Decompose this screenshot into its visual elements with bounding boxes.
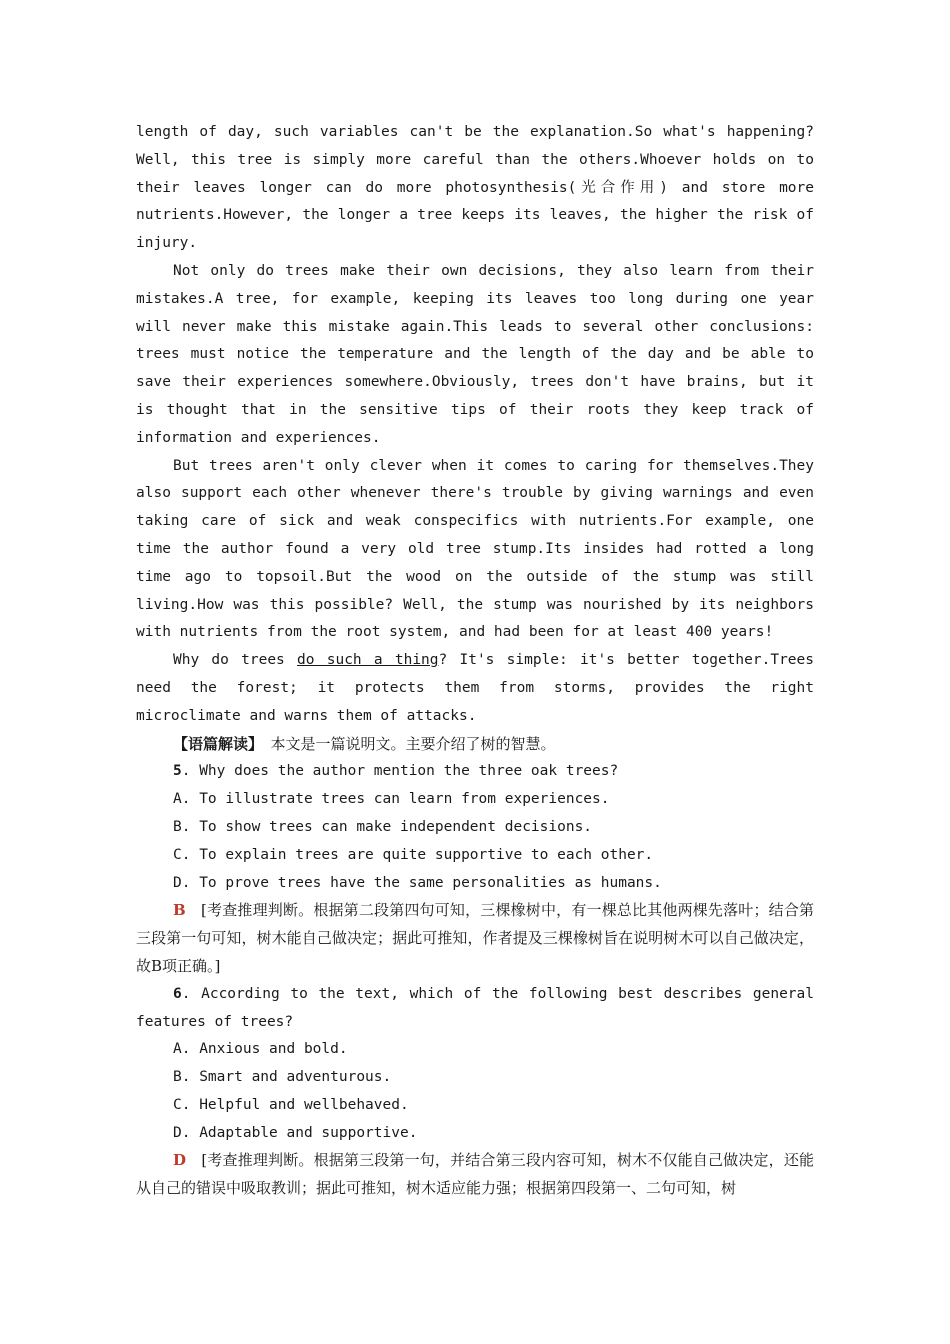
analysis-label: 【语篇解读】 (173, 734, 256, 753)
passage-paragraph-3: But trees aren't only clever when it comes to caring for themselves.They also support each other whenever there's trouble by giving warnings and even taking care of sick and weak conspecifics with nutrients.For example, one time the author found a very old tree stump.Its insides had rotted a long time ago to topsoil.But the wood on the outside of the stump was still living.How was this possible? Well, the stump was nourished by its neighbors with nutrients from the root system, and had been for at least 400 years! (136, 457, 814, 641)
question-number: 6 (173, 985, 182, 1002)
question-5-explanation (136, 897, 814, 980)
passage-paragraph-4 (136, 647, 814, 730)
question-5-option-d: D. To prove trees have the same personalities as humans. (173, 874, 662, 891)
question-6-option-b: B. Smart and adventurous. (173, 1069, 392, 1086)
question-6-stem (136, 981, 814, 1037)
passage-analysis (136, 731, 814, 759)
underlined-phrase: do such a thing (297, 652, 439, 669)
question-5-option-a: A. To illustrate trees can learn from experiences. (173, 791, 610, 808)
passage-paragraph-1: length of day, such variables can't be the explanation.So what's happening? Well, this tree is simply more careful than the others.Whoever holds on to their leaves longer can do more photosynthesis(光合作用) and store more nutrients.However, the longer a tree keeps its leaves, the higher the risk of injury. (136, 124, 814, 252)
question-stem-text: . According to the text, which of the following best describes general features of trees? (136, 985, 814, 1030)
question-5-option-b: B. To show trees can make independent decisions. (173, 818, 593, 835)
question-6-option-d: D. Adaptable and supportive. (173, 1124, 418, 1141)
question-stem-text: . Why does the author mention the three oak trees? (181, 763, 619, 780)
question-number: 5 (173, 763, 182, 780)
question-5-option-c: C. To explain trees are quite supportive to each other. (173, 846, 654, 863)
question-5-stem (136, 758, 814, 786)
question-6-option-c: C. Helpful and wellbehaved. (173, 1096, 409, 1113)
paragraph-4-start: Why do trees (173, 652, 298, 669)
answer-letter: D (173, 1151, 187, 1170)
document-page (136, 119, 814, 1203)
passage-paragraph-2: Not only do trees make their own decisions, they also learn from their mistakes.A tree, for example, keeping its leaves too long during one year will never make this mistake again.This leads to several other conclusions: trees must notice the temperature and the length of the day and be able to save their experiences somewhere.Obviously, trees don't have brains, but it is thought that in the sensitive tips of their roots they keep track of information and experiences. (136, 262, 814, 446)
analysis-text: 本文是一篇说明文。主要介绍了树的智慧。 (255, 734, 556, 753)
question-6-option-a: A. Anxious and bold. (173, 1041, 348, 1058)
explanation-text: [考查推理判断。根据第三段第一句，并结合第三段内容可知，树木不仅能自己做决定，还能从自己的错误中吸取教训；据此可推知，树木适应能力强；根据第四段第一、二句可知，树 (136, 1151, 814, 1198)
question-6-explanation (136, 1147, 814, 1203)
explanation-text: [考查推理判断。根据第二段第四句可知，三棵橡树中，有一棵总比其他两棵先落叶；结合第三段第一句可知，树木能自己做决定；据此可推知，作者提及三棵橡树旨在说明树木可以自己做决定，故B项正确。] (136, 901, 814, 975)
answer-letter: B (173, 901, 186, 920)
paragraph-4-end: ? It's simple: it's better together.Trees need the forest; it protects them from storms, provides the right microclimate and warns them of attacks. (136, 652, 814, 724)
